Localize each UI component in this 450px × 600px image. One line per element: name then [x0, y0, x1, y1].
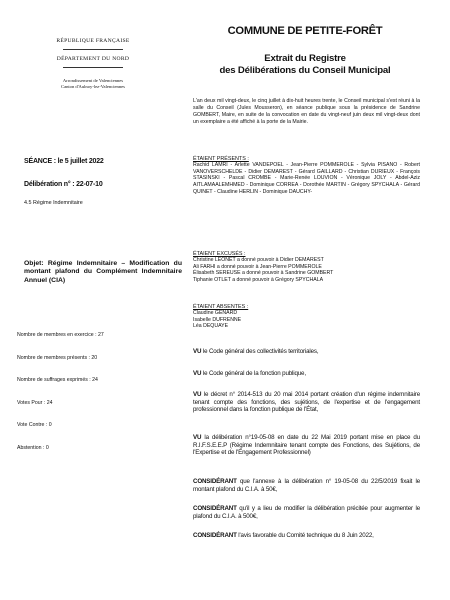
- stat-suffrages: Nombre de suffrages exprimés : 24: [17, 377, 98, 384]
- header-divider: [63, 67, 123, 68]
- excuse-line: Tiphanie OTLET a donné pouvoir à Grégory SPYCHALA: [193, 277, 324, 284]
- consideration-item: [193, 532, 420, 540]
- stat-votes-pour: Votes Pour : 24: [17, 399, 53, 406]
- absente-line: Isabelle DUFRENNE: [193, 316, 242, 323]
- regime-label: 4.5 Régime Indemnitaire: [24, 200, 83, 206]
- vote-stats: [17, 332, 187, 468]
- stat-members: Nombre de membres en exercice : 27: [17, 332, 104, 338]
- excuse-line: Christine LEONET a donné pouvoir à Didier DEMAREST: [193, 257, 324, 263]
- absente-line: Léa DEQUAYE: [193, 323, 229, 330]
- departement-label: DÉPARTEMENT DU NORD: [56, 56, 130, 62]
- consideration-item: [193, 505, 420, 520]
- intro-paragraph: L'an deux mil vingt-deux, le cinq juillet à dix-huit heures trente, le Conseil municipal s'est réuni à la salle du Conseil (Jules Mousseron), en séance publique sous la présidence de Sandrine GOMBERT, Maire, en suite de la convocation en date du vingt-neuf juin deux mil vingt-deux dont un exemplaire a été affiché à la porte de la Mairie.: [193, 98, 420, 125]
- consideration-lead: VU: [193, 348, 202, 355]
- excuses-section: [193, 251, 420, 284]
- consideration-item: [193, 348, 420, 356]
- stat-abstention: Abstention : 0: [17, 444, 49, 451]
- excuse-line: Élisabeth SEREUSE a donné pouvoir à Sandrine GOMBERT: [193, 270, 334, 277]
- excuse-line: Ali FARHI a donné pouvoir à Jean-Pierre POMMEROLE: [193, 263, 322, 270]
- consideration-text: le Code général des collectivités territoriales,: [201, 348, 319, 355]
- extrait-title: [180, 53, 430, 77]
- excuses-title: ÉTAIENT EXCUSÉS :: [193, 251, 246, 257]
- extrait-line-1: Extrait du Registre: [264, 53, 346, 64]
- consideration-text: qu'il y a lieu de modifier la délibération précitée pour augmenter le plafond du C.I.A. à 500€,: [193, 505, 420, 520]
- consideration-item: [193, 478, 420, 493]
- consideration-lead: VU: [193, 391, 202, 398]
- consideration-lead: VU: [193, 370, 202, 377]
- consideration-text: la délibération n°19-05-08 en date du 22 Mai 2019 portant mise en place du R.I.F.S.E.E.P (Régime Indemnitaire tenant compte des Fonctions, des Sujétions, de l'Expertise et de l'Engagement Professionnel): [193, 434, 420, 457]
- stat-vote-contre: Vote Contre : 0: [17, 422, 52, 429]
- presents-title: ÉTAIENT PRÉSENTS :: [193, 156, 249, 162]
- canton-label: Canton d'Aulnoy-lez-Valenciennes: [61, 84, 125, 89]
- presents-section: [193, 156, 420, 196]
- consideration-lead: CONSIDÉRANT: [193, 505, 237, 512]
- stat-present: Nombre de membres présents : 20: [17, 354, 98, 361]
- consideration-text: le Code général de la fonction publique,: [201, 370, 306, 377]
- republique-label: RÉPUBLIQUE FRANÇAISE: [56, 38, 130, 44]
- extrait-line-2: des Délibérations du Conseil Municipal: [219, 65, 391, 76]
- presents-list: Rachid LAMRI - Arlette VANDEPOEL - Jean-Pierre POMMEROLE - Sylvia PISANO - Robert VANOVERSCHELDE - Didier DEMAREST - Gérard GAILLARD - Christian DURIEUX - François STASINSKI - Pascal CROMBE - Marie-Renée LOUVION - Véronique JOLY - Abdel-Aziz AITLAMAALEMHMED - Dominique CORREA - Dorothée MARTIN - Grégory SPYCHALA - Gérard QUINET - Claudine HERLIN - Dominique DAUCHY-: [193, 162, 420, 195]
- seance-date: SÉANCE : le 5 juillet 2022: [24, 158, 104, 165]
- objet-text: Objet: Régime Indemnitaire – Modification du montant plafond du Complément Indemnitaire Annuel (CIA): [24, 260, 182, 284]
- consideration-item: [193, 370, 420, 378]
- left-header: [28, 38, 158, 90]
- consideration-item: [193, 391, 420, 414]
- header-divider: [63, 49, 123, 50]
- consideration-text: que l'annexe à la délibération n° 19-05-08 du 22/5/2019 fixait le montant plafond du C.I.A. à 50€,: [193, 478, 420, 493]
- consideration-text: l'avis favorable du Comité technique du 8 Juin 2022,: [236, 532, 374, 539]
- consideration-text: le décret n° 2014-513 du 20 mai 2014 portant création d'un régime indemnitaire tenant compte des fonctions, des sujétions, de l'expertise et de l'engagement professionnel dans la fonction publique de l'État,: [193, 391, 420, 414]
- consideration-lead: CONSIDÉRANT: [193, 532, 237, 539]
- absente-line: Claudine GENARD: [193, 310, 238, 316]
- commune-title: COMMUNE DE PETITE-FORÊT: [227, 25, 383, 37]
- deliberation-number: Délibération n° : 22-07-10: [24, 181, 103, 188]
- arrondissement-label: Arrondissement de Valenciennes: [62, 78, 124, 83]
- absentes-title: ÉTAIENT ABSENTES :: [193, 304, 249, 310]
- consideration-lead: CONSIDÉRANT: [193, 478, 237, 485]
- absentes-section: [193, 304, 420, 330]
- consideration-lead: VU: [193, 434, 202, 441]
- consideration-item: [193, 434, 420, 457]
